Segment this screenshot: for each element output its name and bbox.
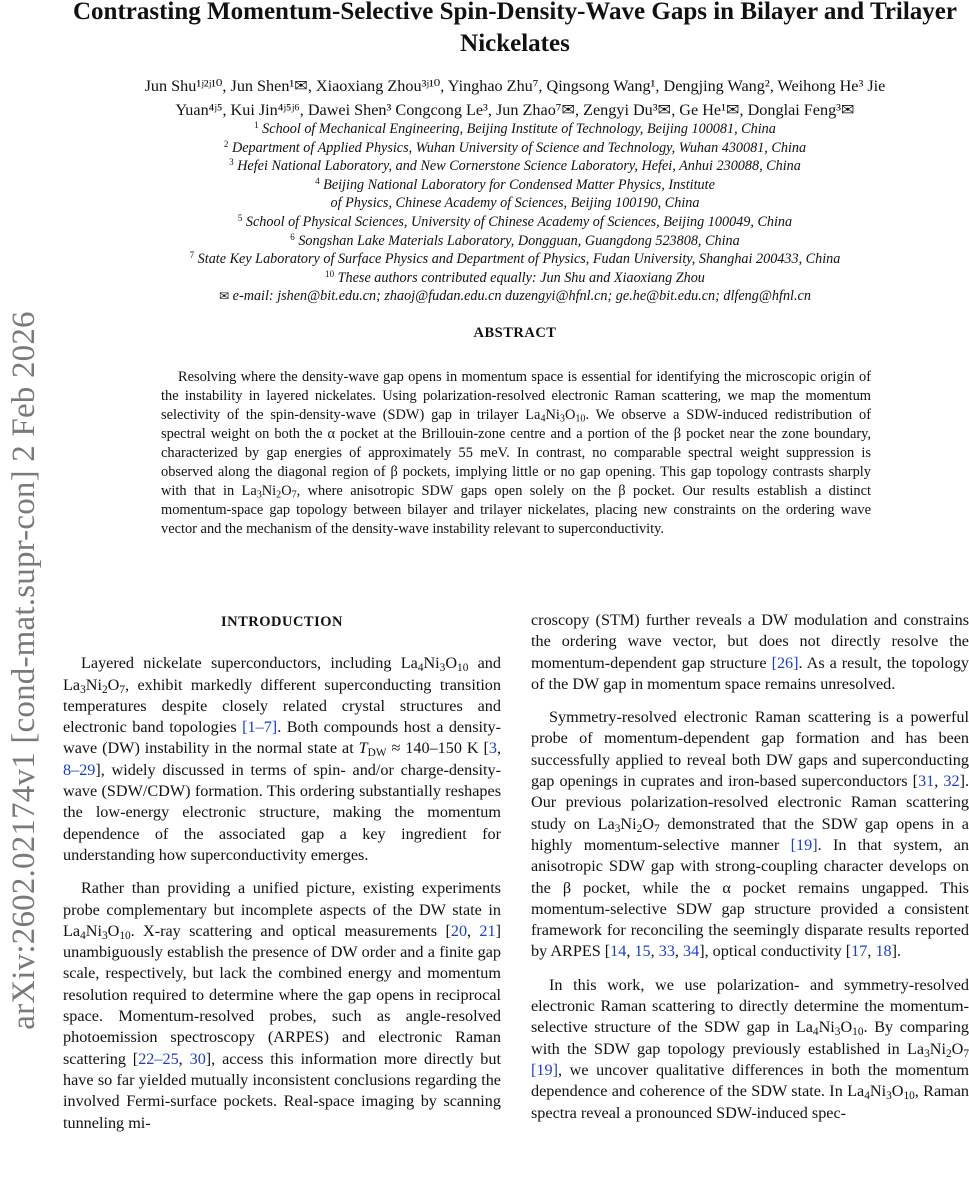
affiliation-7: $^7$ State Key Laboratory of Surface Physics and Department of Physics, Fudan University, Shanghai 200433, China: [189, 250, 841, 268]
affiliation-4-cont: of Physics, Chinese Academy of Sciences, Beijing 100190, China: [330, 195, 700, 212]
citation-32[interactable]: 32: [943, 772, 960, 791]
citation-1-7[interactable]: [1–7]: [242, 718, 278, 737]
citation-22-25[interactable]: 22–25: [138, 1049, 179, 1068]
citation-18[interactable]: 18: [875, 942, 892, 961]
affiliation-5: $^5$ School of Physical Sciences, University of Chinese Academy of Sciences, Beijing 100049, China: [237, 212, 793, 230]
author-list: [60, 74, 969, 122]
intro-paragraph-4: In this work, we use polarization- and symmetry-resolved electronic Raman scattering to directly determine the momentum-selective structure of the SDW gap in $La_4Ni_3O_{10}$. By comparing with the SDW gap topology previously established in $La_3Ni_2O_7$ [19], we uncover qualitative differences in both the momentum dependence and coherence of the SDW state. In $La_4Ni_3O_{10}$, Raman spectra reveal a pronounced SDW-induced spec-: [531, 975, 969, 1122]
author-line-1: Jun Shu¹ʲ²ʲ¹⁰, Jun Shen¹✉, Xiaoxiang Zhou³ʲ¹⁰, Yinghao Zhu⁷, Qingsong Wang¹, Dengjing Wang², Weihong He³ Jie: [144, 77, 886, 95]
intro-paragraph-1: Layered nickelate superconductors, including $La_4Ni_3O_{10}$ and $La_3Ni_2O_7$, exhibit markedly different superconducting transition temperatures despite closely related crystal structures and electronic band topologies [1–7]. Both compounds host a density-wave (DW) instability in the normal state at $T_{DW} \approx 140-150$ K [3, 8–29], widely discussed in terms of spin- and/or charge-density-wave (SDW/CDW) formation. This ordering substantially reshapes the low-energy electronic structure, making the momentum dependence of the associated gap a key ingredient for understanding how superconductivity emerges.: [63, 654, 502, 864]
citation-26[interactable]: [26]: [771, 653, 799, 672]
intro-paragraph-2-cont: croscopy (STM) further reveals a DW modulation and constrains the ordering wave vector, but does not directly resolve the momentum-dependent gap structure [26]. As a result, the topology of the DW gap in momentum space remains unresolved.: [531, 611, 969, 693]
intro-paragraph-3: Symmetry-resolved electronic Raman scattering is a powerful probe of momentum-dependent gap formation and has been successfully applied to reveal both DW gaps and superconducting gap openings in cuprates and iron-based superconductors [31, 32]. Our previous polarization-resolved electronic Raman scattering study on $La_3Ni_2O_7$ demonstrated that the SDW gap opens in a highly momentum-selective manner [19]. In that system, an anisotropic SDW gap with strong-coupling character develops on the β pocket, while the α pocket remains ungapped. This momentum-selective SDW gap structure provided a consistent framework for reconciling the seemingly disparate results reported by ARPES [14, 15, 33, 34], optical conductivity [17, 18].: [531, 708, 969, 961]
right-column: [531, 610, 969, 1136]
intro-paragraph-2: Rather than providing a unified picture, existing experiments probe complementary but incomplete aspects of the DW state in $La_4Ni_3O_{10}$. X-ray scattering and optical measurements [20, 21] unambiguously establish the presence of DW order and a finite gap scale, respectively, but lack the combined energy and momentum resolution required to determine where the gap opens in reciprocal space. Momentum-resolved probes, such as angle-resolved photoemission spectroscopy (ARPES) and electronic Raman scattering [22–25, 30], access this information more directly but have so far yielded mutually inconsistent conclusions regarding the involved Fermi-surface pockets. Real-space imaging by scanning tunneling mi-: [63, 879, 501, 1132]
citation-34[interactable]: 34: [683, 942, 700, 961]
citation-19-b[interactable]: [19]: [531, 1060, 558, 1079]
citation-3[interactable]: 3: [488, 739, 497, 758]
abstract-text: Resolving where the density-wave gap opens in momentum space is essential for identifying the microscopic origin of the instability in layered nickelates. Using polarization-resolved electronic Raman scattering, we map the momentum selectivity of the spin-density-wave (SDW) gap in trilayer $La_4Ni_3O_{10}$. We observe a SDW-induced redistribution of spectral weight on both the α pocket at the Brillouin-zone centre and a portion of the β pocket near the zone boundary, characterized by gap energies of approximately 55 meV. In contrast, no comparable spectral weight suppression is observed along the diagonal region of β pockets, implying little or no gap opening. This gap topology contrasts sharply with that in $La_3Ni_2O_7$, where anisotropic SDW gaps open solely on the β pocket. Our results establish a distinct momentum-space gap topology between bilayer and trilayer nickelates, placing new constraints on the ordering wave vector and the mechanism of the density-wave instability relevant to superconductivity.: [161, 369, 872, 537]
section-heading-introduction: INTRODUCTION: [220, 614, 343, 630]
arxiv-stamp: [6, 220, 42, 1120]
citation-31[interactable]: 31: [918, 772, 935, 791]
citation-15[interactable]: 15: [634, 942, 651, 961]
abstract-heading: ABSTRACT: [473, 325, 557, 341]
citation-21[interactable]: 21: [479, 921, 496, 940]
paper-title: Contrasting Momentum-Selective Spin-Density-Wave Gaps in Bilayer and Trilayer Nickelates: [72, 0, 957, 57]
citation-20[interactable]: 20: [450, 921, 468, 940]
citation-33[interactable]: 33: [658, 942, 675, 961]
arxiv-id: arXiv:2602.02174v1 [cond-mat.supr-con] 2 Feb 2026: [5, 310, 42, 1030]
left-column: [63, 610, 501, 1146]
affiliation-3: $^3$ Hefei National Laboratory, and New Cornerstone Science Laboratory, Hefei, Anhui 230088, China: [229, 157, 801, 175]
affiliations: [60, 120, 969, 306]
affiliation-4: $^4$ Beijing National Laboratory for Condensed Matter Physics, Institute: [315, 175, 715, 193]
citation-14[interactable]: 14: [610, 942, 627, 961]
affiliation-10: $^{10}$ These authors contributed equally: Jun Shu and Xiaoxiang Zhou: [325, 268, 705, 286]
citation-30[interactable]: 30: [189, 1049, 206, 1068]
citation-19[interactable]: [19]: [790, 835, 818, 854]
affiliation-1: $^1$ School of Mechanical Engineering, Beijing Institute of Technology, Beijing 100081, China: [254, 120, 776, 137]
affiliation-6: $^6$ Songshan Lake Materials Laboratory, Dongguan, Guangdong 523808, China: [290, 231, 740, 249]
envelope-icon: ✉: [219, 289, 230, 304]
email-line: ✉ e-mail: jshen@bit.edu.cn; zhaoj@fudan.edu.cn duzengyi@hfnl.cn; ge.he@bit.edu.cn; dlfeng@hfnl.cn: [219, 288, 811, 305]
citation-8-29[interactable]: 8–29: [63, 760, 96, 779]
affiliation-2: $^2$ Department of Applied Physics, Wuhan University of Science and Technology, Wuhan 430081, China: [223, 138, 807, 156]
citation-17[interactable]: 17: [851, 942, 868, 961]
author-line-2: Yuan⁴ʲ⁵, Kui Jin⁴ʲ⁵ʲ⁶, Dawei Shen³ Congcong Le³, Jun Zhao⁷✉, Zengyi Du³✉, Ge He¹✉, Donglai Feng³✉: [175, 101, 855, 119]
